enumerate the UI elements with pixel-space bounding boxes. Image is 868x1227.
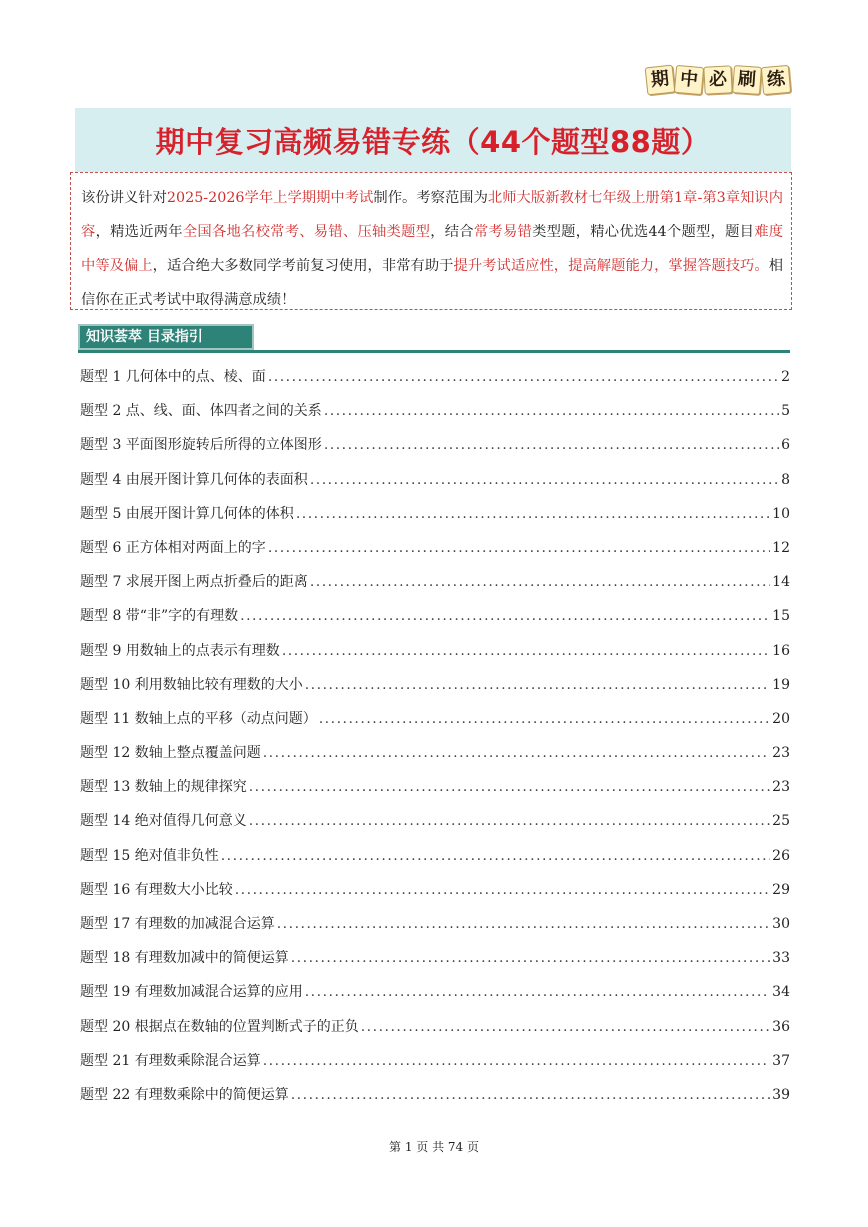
toc-item-page: 20 [772, 710, 790, 727]
table-of-contents [80, 360, 790, 1112]
badge-char: 必 [703, 65, 732, 94]
toc-leader-dots [282, 634, 770, 668]
toc-item-page: 37 [772, 1052, 790, 1069]
toc-item-page: 16 [772, 642, 790, 659]
toc-item-page: 8 [781, 471, 790, 488]
toc-leader-dots [319, 702, 770, 736]
toc-item-label: 题型 21 有理数乘除混合运算 [80, 1052, 261, 1069]
toc-item[interactable] [80, 804, 790, 838]
toc-leader-dots [263, 1044, 770, 1078]
intro-highlight: 2025-2026学年上学期期中考试 [166, 190, 374, 206]
badge-char: 中 [674, 65, 704, 95]
toc-item-page: 23 [772, 745, 790, 762]
toc-item-label: 题型 17 有理数的加减混合运算 [80, 916, 275, 932]
intro-text: 类型题，精心优选44个题型，题目 [532, 224, 755, 240]
toc-leader-dots [305, 668, 770, 702]
toc-item[interactable] [80, 360, 790, 394]
intro-text: ，精选近两年 [95, 224, 183, 240]
toc-item-label: 题型 6 正方体相对两面上的字 [80, 539, 266, 556]
toc-item-label: 题型 15 绝对值非负性 [80, 847, 219, 864]
intro-highlight: 难度中等及偏上 [81, 224, 784, 274]
toc-leader-dots [277, 907, 770, 941]
toc-leader-dots [310, 463, 779, 497]
toc-leader-dots [249, 804, 770, 838]
page-footer: 第 1 页 共 74 页 [389, 1140, 479, 1154]
toc-item-page: 34 [772, 984, 790, 1001]
intro-highlight: 常考易错 [473, 224, 533, 240]
toc-item-label: 题型 10 利用数轴比较有理数的大小 [80, 676, 303, 693]
toc-leader-dots [305, 975, 770, 1009]
toc-item-page: 36 [772, 1018, 790, 1035]
toc-leader-dots [361, 1010, 770, 1044]
toc-item-label: 题型 13 数轴上的规律探究 [80, 779, 247, 796]
toc-item-label: 题型 11 数轴上点的平移（动点问题） [80, 710, 317, 727]
toc-item[interactable] [80, 428, 790, 462]
toc-item-page: 2 [781, 369, 790, 385]
intro-box [70, 172, 792, 310]
intro-highlight: 提升考试适应性，提高解题能力，掌握答题技巧。 [453, 258, 769, 274]
toc-item-label: 题型 4 由展开图计算几何体的表面积 [80, 471, 308, 488]
toc-item-page: 5 [781, 403, 790, 420]
toc-item-label: 题型 9 用数轴上的点表示有理数 [80, 642, 280, 659]
toc-item-page: 10 [772, 505, 790, 522]
toc-item-label: 题型 1 几何体中的点、棱、面 [80, 369, 266, 385]
toc-item[interactable] [80, 463, 790, 497]
section-divider [78, 350, 790, 353]
toc-leader-dots [296, 497, 770, 531]
badge-char: 期 [645, 65, 676, 96]
toc-item-label: 题型 3 平面图形旋转后所得的立体图形 [80, 437, 322, 454]
toc-item[interactable] [80, 770, 790, 804]
toc-item[interactable] [80, 668, 790, 702]
toc-item[interactable] [80, 1010, 790, 1044]
toc-item-label: 题型 19 有理数加减混合运算的应用 [80, 984, 303, 1001]
toc-item[interactable] [80, 531, 790, 565]
toc-item[interactable] [80, 1044, 790, 1078]
toc-leader-dots [324, 428, 779, 462]
toc-item-page: 30 [772, 916, 790, 932]
toc-leader-dots [249, 770, 770, 804]
intro-text: 相信你在正式考试中取得满意成绩！ [81, 258, 784, 308]
toc-item-label: 题型 5 由展开图计算几何体的体积 [80, 505, 294, 522]
toc-item-page: 15 [772, 608, 790, 625]
toc-item[interactable] [80, 702, 790, 736]
toc-leader-dots [310, 565, 770, 599]
toc-item[interactable] [80, 599, 790, 633]
title-banner [75, 108, 791, 172]
intro-text: ，适合绝大多数同学考前复习使用，非常有助于 [152, 258, 454, 274]
toc-item-page: 33 [772, 950, 790, 967]
toc-item-page: 12 [772, 539, 790, 556]
toc-leader-dots [291, 941, 770, 975]
toc-item-label: 题型 14 绝对值得几何意义 [80, 813, 247, 830]
intro-text: 制作。考察范围为 [373, 190, 488, 206]
toc-item[interactable] [80, 941, 790, 975]
toc-item[interactable] [80, 634, 790, 668]
toc-item-label: 题型 8 带“非”字的有理数 [80, 608, 239, 625]
toc-leader-dots [221, 839, 770, 873]
toc-item[interactable] [80, 497, 790, 531]
toc-item-page: 29 [772, 881, 790, 898]
toc-item-page: 19 [772, 676, 790, 693]
intro-highlight: 北师大版新教材七年级上册第1章-第3章知识内容 [81, 190, 783, 240]
toc-item-label: 题型 22 有理数乘除中的简便运算 [80, 1086, 289, 1103]
toc-item-page: 14 [772, 574, 790, 591]
toc-item[interactable] [80, 839, 790, 873]
practice-badge [645, 66, 790, 94]
badge-char: 刷 [732, 65, 762, 95]
page-title: 期中复习高频易错专练（44个题型88题） [155, 124, 711, 159]
toc-item-label: 题型 16 有理数大小比较 [80, 881, 233, 898]
toc-leader-dots [268, 360, 779, 394]
section-header [78, 324, 790, 354]
toc-leader-dots [268, 531, 770, 565]
toc-item-label: 题型 7 求展开图上两点折叠后的距离 [80, 574, 308, 591]
intro-highlight: 全国各地名校常考、易错、压轴类题型 [182, 224, 431, 240]
badge-char: 练 [761, 65, 791, 95]
toc-item[interactable] [80, 975, 790, 1009]
toc-item-label: 题型 2 点、线、面、体四者之间的关系 [80, 403, 322, 420]
toc-item-page: 6 [781, 437, 790, 454]
intro-text: 该份讲义针对 [81, 190, 167, 206]
toc-item-page: 25 [772, 813, 790, 830]
toc-leader-dots [235, 873, 770, 907]
toc-item-label: 题型 20 根据点在数轴的位置判断式子的正负 [80, 1018, 359, 1035]
section-label: 知识荟萃 目录指引 [78, 324, 254, 350]
toc-item-label: 题型 12 数轴上整点覆盖问题 [80, 745, 261, 762]
toc-item-page: 26 [772, 847, 790, 864]
toc-item[interactable] [80, 394, 790, 428]
toc-item[interactable] [80, 736, 790, 770]
toc-leader-dots [240, 599, 770, 633]
toc-leader-dots [324, 394, 779, 428]
toc-item-page: 23 [772, 779, 790, 796]
toc-item[interactable] [80, 565, 790, 599]
toc-item[interactable] [80, 873, 790, 907]
toc-item-page: 39 [772, 1086, 790, 1103]
toc-leader-dots [263, 736, 770, 770]
intro-text: ，结合 [430, 224, 474, 240]
toc-item[interactable] [80, 907, 790, 941]
toc-item-label: 题型 18 有理数加减中的简便运算 [80, 950, 289, 967]
toc-leader-dots [291, 1078, 770, 1112]
toc-item[interactable] [80, 1078, 790, 1112]
